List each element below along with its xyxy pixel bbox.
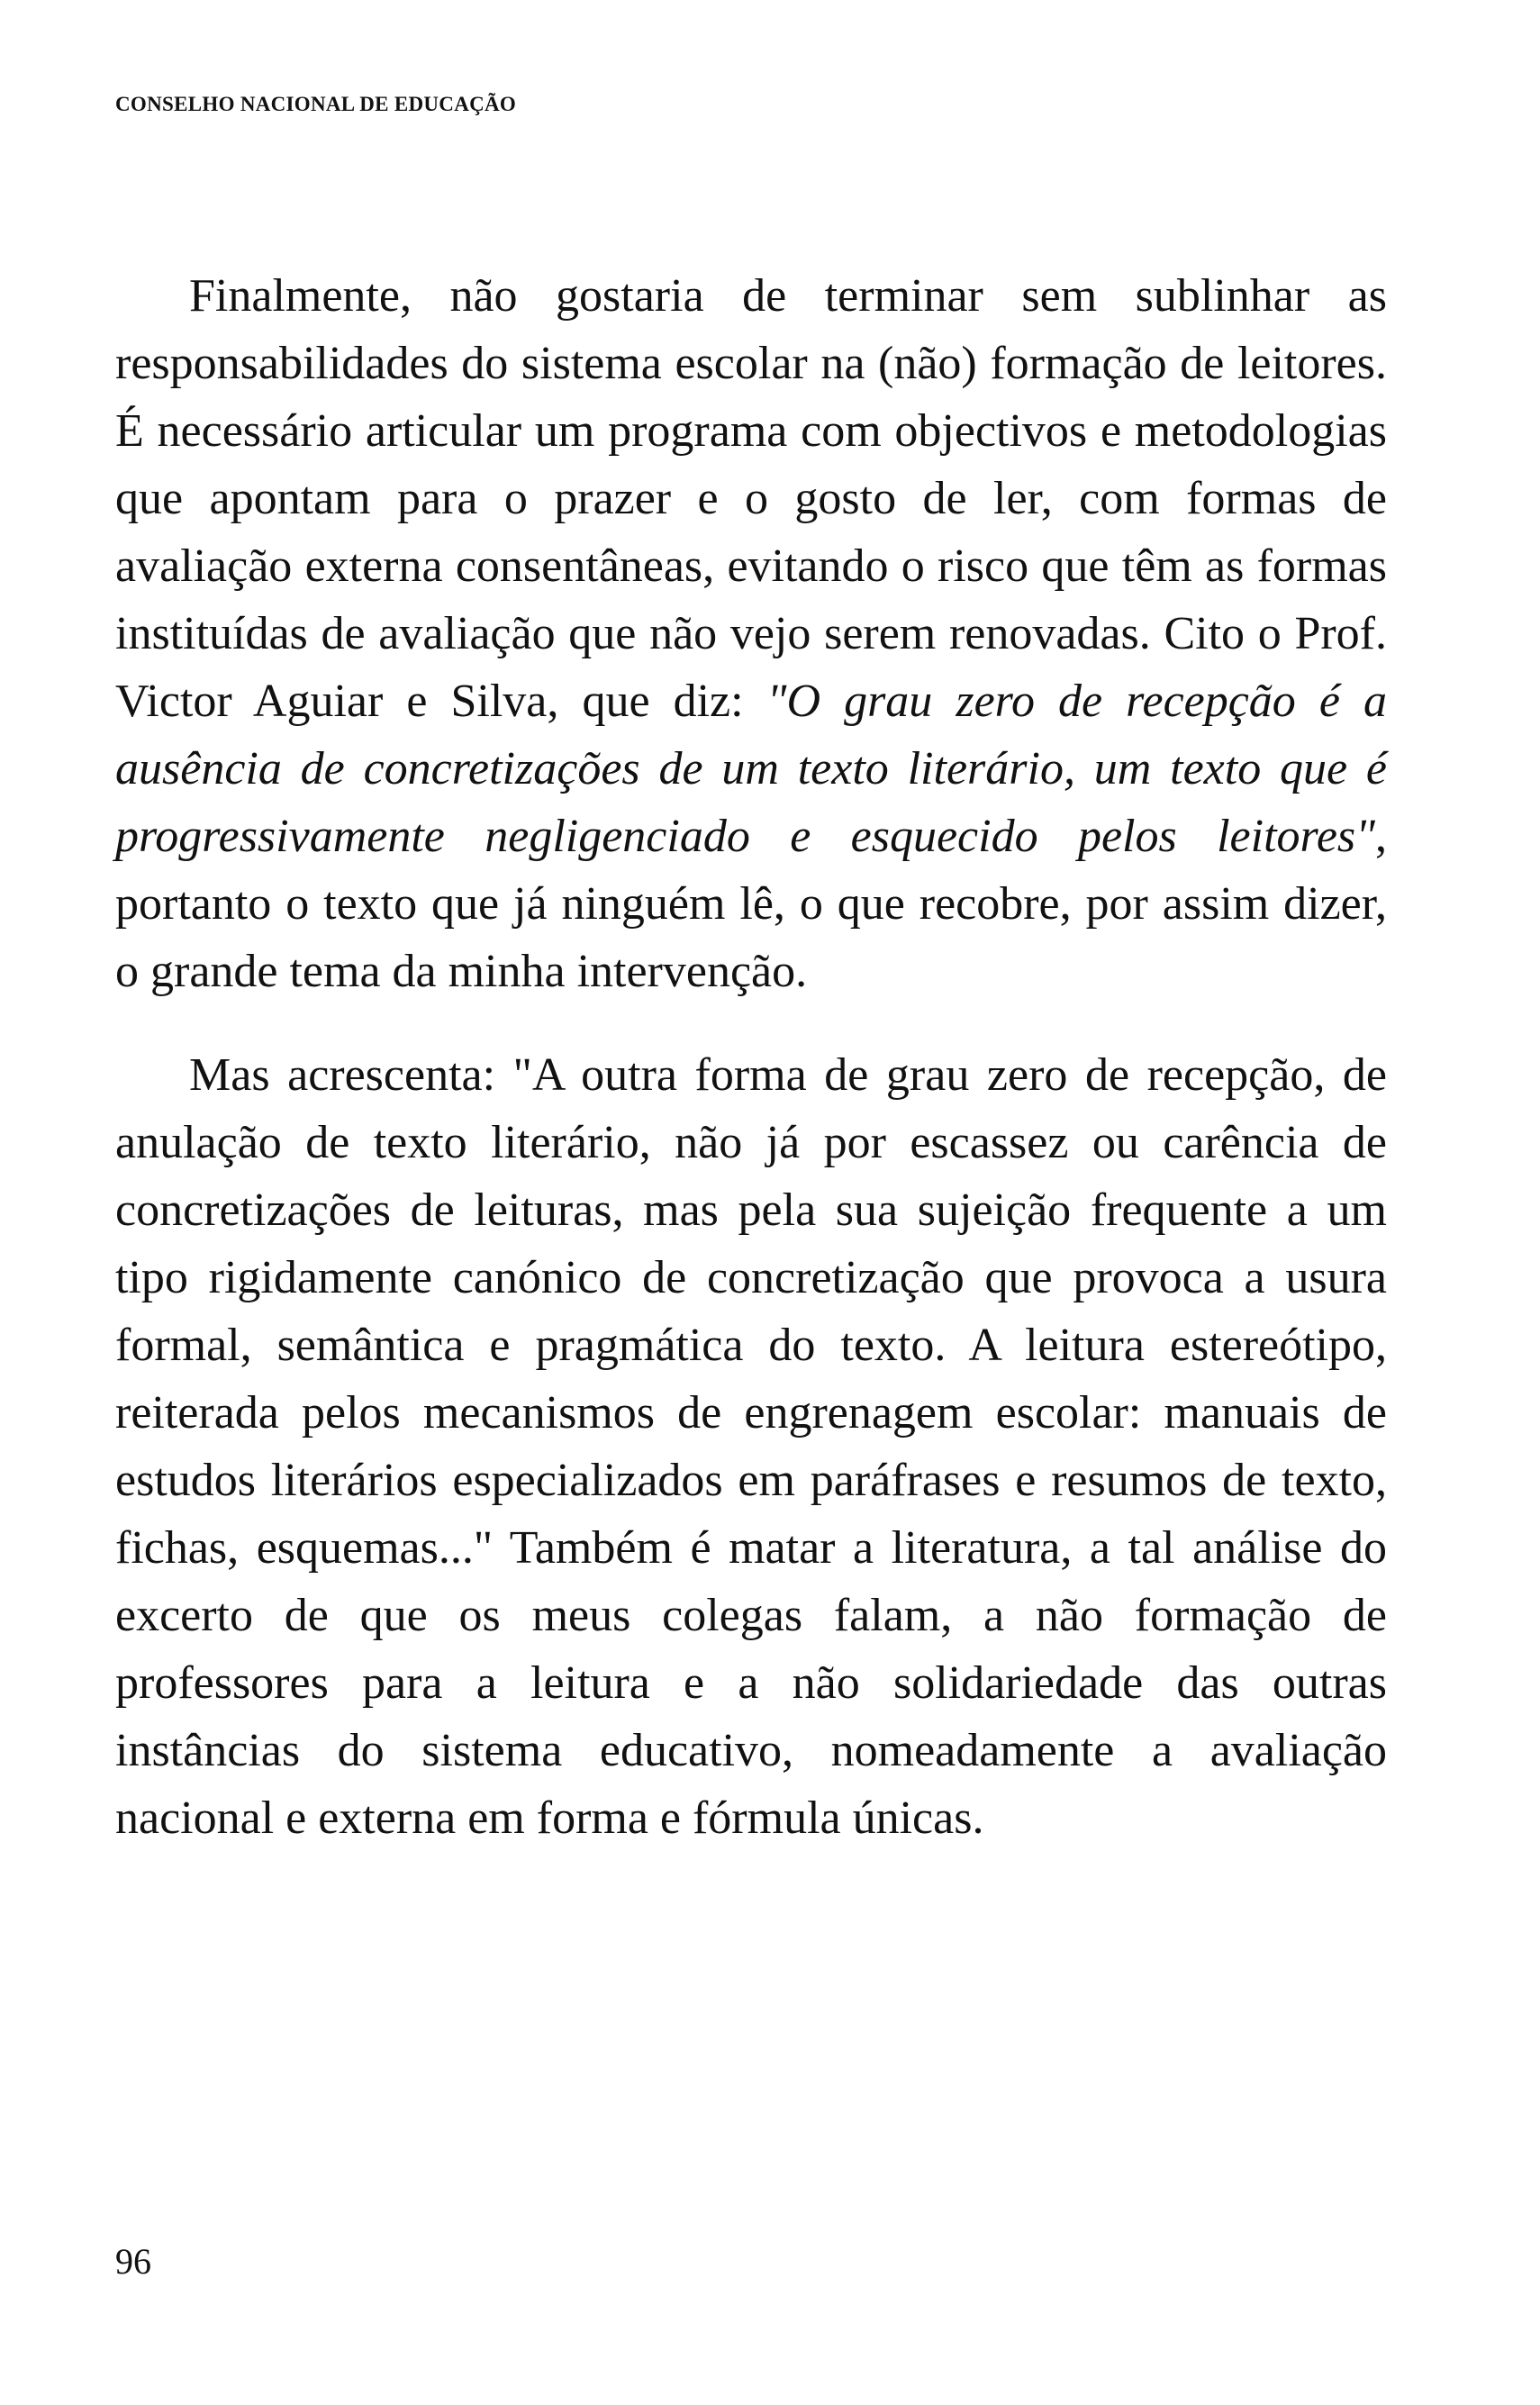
paragraph-1	[115, 262, 1387, 1005]
page-number: 96	[115, 2241, 151, 2282]
aguiar-e-silva-quote: "O grau zero de recepção é a ausência de concretizações de um texto literário, um texto que é progressivamente negligenciado e esquecido pelos leitores"	[115, 676, 1387, 862]
paragraph-1-text: Finalmente, não gostaria de terminar sem sublinhar as responsabilidades do sistema escolar na (não) formação de leitores. É necessário articular um programa com objectivos e metodologias que apontam para o prazer e o gosto de ler, com formas de avaliação externa consentâneas, evitando o risco que têm as formas instituídas de avaliação que não vejo serem renovadas. Cito o Prof. Victor Aguiar e Silva, que diz:	[115, 270, 1387, 727]
running-header: CONSELHO NACIONAL DE EDUCAÇÃO	[115, 93, 517, 115]
paragraph-2: Mas acrescenta: "A outra forma de grau zero de recepção, de anulação de texto literário, não já por escassez ou carência de concretizações de leituras, mas pela sua sujeição frequente a um tipo rigidamente canónico de concretização que provoca a usura formal, semântica e pragmática do texto. A leitura estereótipo, reiterada pelos mecanismos de engrenagem escolar: manuais de estudos literários especializados em paráfrases e resumos de texto, fichas, esquemas..." Também é matar a literatura, a tal análise do excerto de que os meus colegas falam, a não formação de professores para a leitura e a não solidariedade das outras instâncias do sistema educativo, nomeadamente a avaliação nacional e externa em forma e fórmula únicas.	[115, 1049, 1387, 1844]
paragraph-1-continuation: , portanto o texto que já ninguém lê, o que recobre, por assim dizer, o grande tema da minha intervenção.	[115, 811, 1387, 997]
